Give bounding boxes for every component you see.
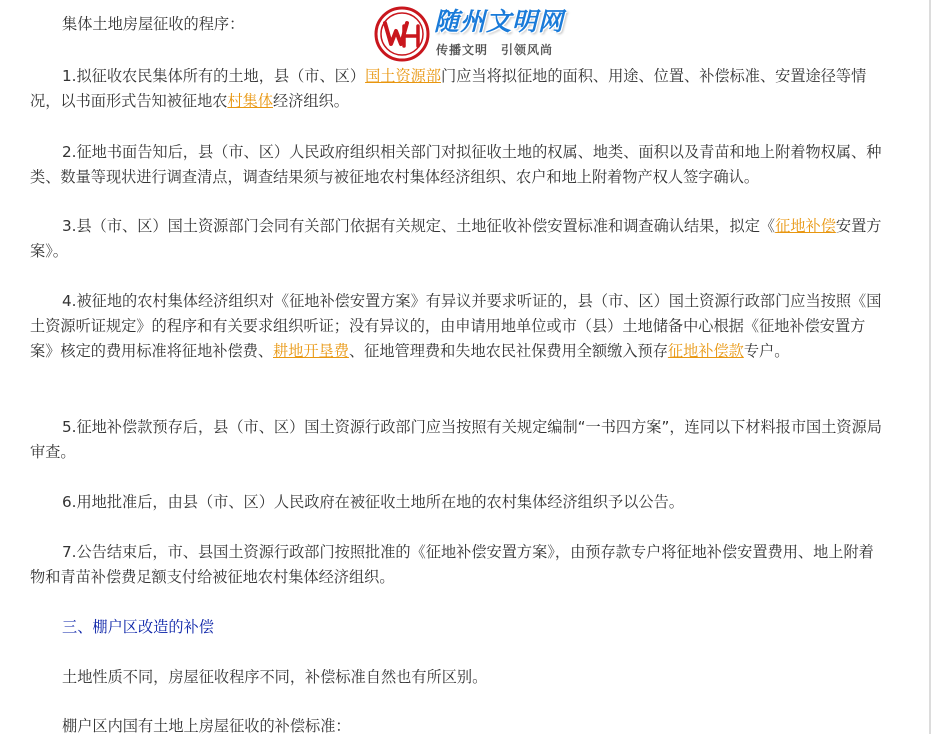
compensation-intro-text: 土地性质不同，房屋征收程序不同，补偿标准自然也有所区别。 [62,668,488,686]
step-4-text-a: 4.被征地的农村集体经济组织对《征地补偿安置方案》有异议并要求听证的，县（市、区）国土资源行政部门应当按照《国土资源听证规定》的程序和有关要求组织听证；没有异议的，由申请用地单位或市（县）土地储备中心根据《征地补偿安置方案》核定的费用标准将征地补偿费、 [30,292,882,360]
step-1-paragraph [30,64,888,114]
link-land-compensation[interactable]: 征地补偿 [775,217,836,235]
step-6-text: 6.用地批准后，由县（市、区）人民政府在被征收土地所在地的农村集体经济组织予以公告。 [62,493,684,511]
watermark-site-name: 随州文明网 [434,7,565,36]
step-4-text-b: 、征地管理费和失地农民社保费用全额缴入预存 [348,342,668,360]
site-watermark [374,6,564,62]
step-7-paragraph [30,540,888,590]
watermark-slogan: 传播文明 引领风尚 [436,43,554,57]
compensation-intro-paragraph [30,665,888,690]
section-heading-text: 三、棚户区改造的补偿 [62,618,214,636]
link-land-compensation-fund[interactable]: 征地补偿款 [667,342,744,360]
step-3-paragraph [30,214,888,264]
step-1-text-a: 1.拟征收农民集体所有的土地，县（市、区） [62,67,366,85]
step-5-text: 5.征地补偿款预存后，县（市、区）国土资源行政部门应当按照有关规定编制“一书四方案”，连同以下材料报市国土资源局审查。 [30,418,882,461]
link-land-resources-dept[interactable]: 国土资源部 [365,67,441,85]
step-1-text-b: 门应当将拟征地的面积、用途、位置、补偿标准、安置途径等情况，以书面形式告知被征地农 [30,67,867,110]
step-2-text: 2.征地书面告知后，县（市、区）人民政府组织相关部门对拟征收土地的权属、地类、面积以及青苗和地上附着物权属、种类、数量等现状进行调查清点，调查结果须与被征地农村集体经济组织、农户和地上附着物产权人签字确认。 [30,143,882,186]
step-6-paragraph [30,490,888,515]
step-2-paragraph [30,140,888,190]
site-logo-icon [374,6,430,62]
link-village-collective[interactable]: 村集体 [227,92,273,110]
step-7-text: 7.公告结束后，市、县国土资源行政部门按照批准的《征地补偿安置方案》，由预存款专户将征地补偿安置费用、地上附着物和青苗补偿费足额支付给被征地农村集体经济组织。 [30,543,874,586]
step-1-text-c: 经济组织。 [273,92,349,110]
intro-text: 集体土地房屋征收的程序： [62,15,245,33]
step-3-text-b: 安置方案》。 [30,217,882,260]
link-land-reclamation-fee[interactable]: 耕地开垦费 [273,342,349,360]
step-4-paragraph [30,289,888,364]
shantytown-standard-paragraph [30,714,888,734]
section-heading [30,615,888,640]
step-4-text-c: 专户。 [743,342,790,360]
shantytown-standard-text: 棚户区内国有土地上房屋征收的补偿标准： [62,717,351,734]
step-3-text-a: 3.县（市、区）国土资源部门会同有关部门依据有关规定、土地征收补偿安置标准和调查确认结果，拟定《 [62,217,776,235]
step-5-paragraph [30,415,888,465]
